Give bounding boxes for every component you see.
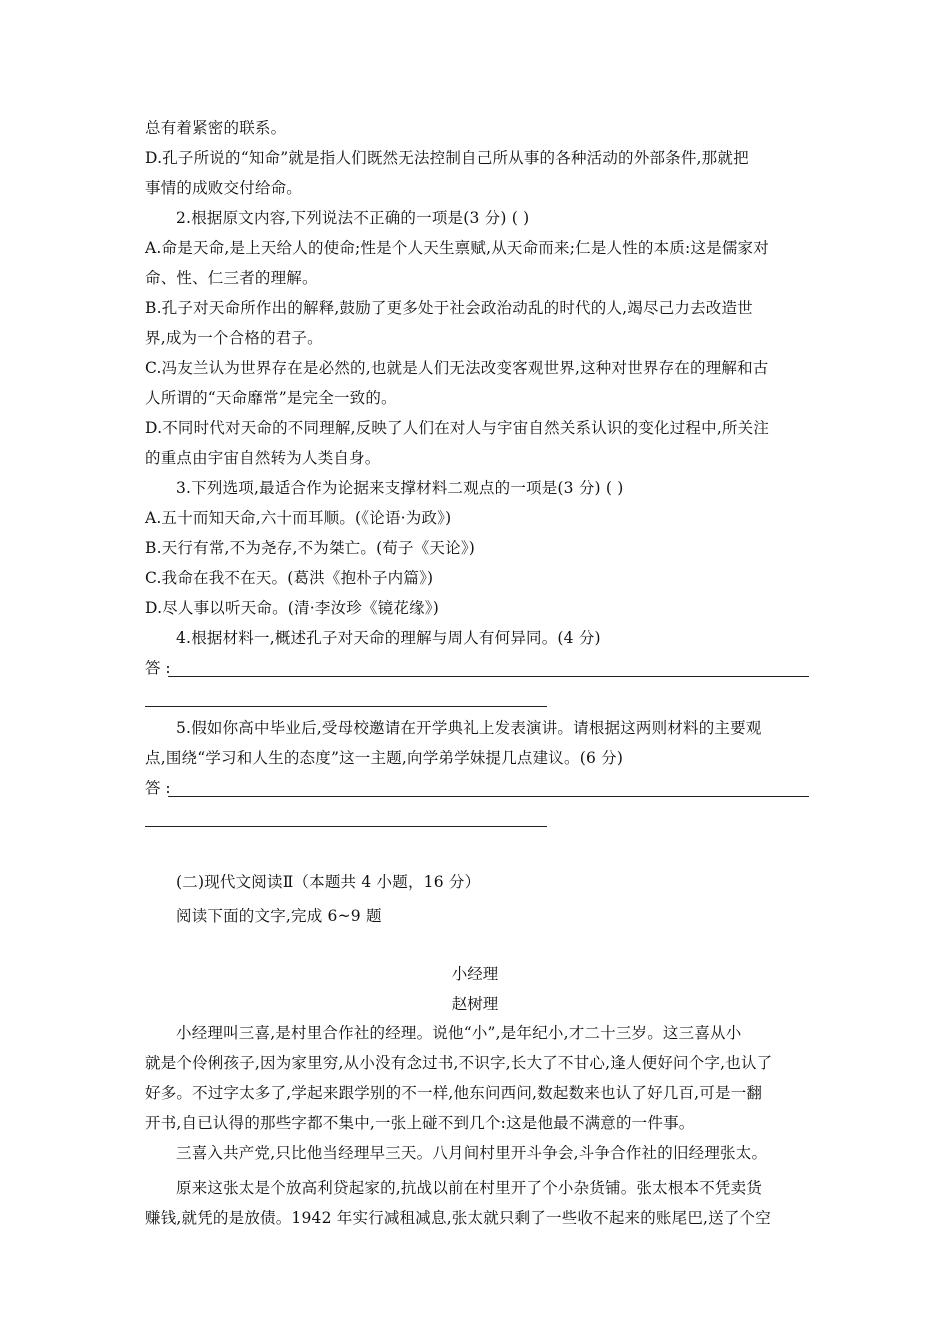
paragraph-line: 好多。不过字太多了,学起来跟学别的不一样,他东问西问,数起数来也认了好几百,可是一翻 xyxy=(145,1084,763,1102)
answer-label: 答 : xyxy=(145,659,171,677)
question-3: 3.下列选项,最适合作为论据来支撑材料二观点的一项是(3 分) ( ) xyxy=(176,479,624,497)
paragraph-line: 原来这张太是个放高利贷起家的,抗战以前在村里开了个小杂货铺。张太根本不凭卖货 xyxy=(176,1179,763,1197)
option-c: C.冯友兰认为世界存在是必然的,也就是人们无法改变客观世界,这种对世界存在的理解和古 xyxy=(145,359,769,377)
text-line: 界,成为一个合格的君子。 xyxy=(145,329,323,347)
paragraph-line: 三喜入共产党,只比他当经理早三天。八月间村里开斗争会,斗争合作社的旧经理张太。 xyxy=(176,1144,768,1162)
section-heading: (二)现代文阅读Ⅱ（本题共 4 小题，16 分） xyxy=(176,873,481,891)
option-b: B.孔子对天命所作出的解释,鼓励了更多处于社会政治动乱的时代的人,竭尽己力去改造世 xyxy=(145,299,753,317)
text-line: 总有着紧密的联系。 xyxy=(145,119,287,137)
paragraph-line: 开书,自已认得的那些字都不集中,一张上碰不到几个:这是他最不满意的一件事。 xyxy=(145,1114,695,1132)
story-author: 赵树理 xyxy=(451,995,499,1013)
option-d: D.尽人事以听天命。(清·李汝珍《镜花缘》) xyxy=(145,599,439,617)
question-2: 2.根据原文内容,下列说法不正确的一项是(3 分) ( ) xyxy=(176,209,530,227)
answer-label: 答 : xyxy=(145,779,171,797)
paragraph-line: 赚钱,就凭的是放债。1942 年实行减租减息,张太就只剩了一些收不起来的账尾巴,送了个空 xyxy=(145,1209,771,1227)
paragraph-line: 小经理叫三喜,是村里合作社的经理。说他“小”,是年纪小,才二十三岁。这三喜从小 xyxy=(176,1024,742,1042)
section-instruction: 阅读下面的文字,完成 6~9 题 xyxy=(176,907,382,925)
story-title: 小经理 xyxy=(451,965,499,983)
option-c: C.我命在我不在天。(葛洪《抱朴子内篇》) xyxy=(145,569,434,587)
option-a: A.五十而知天命,六十而耳顺。(《论语·为政》) xyxy=(145,509,452,527)
answer-line[interactable] xyxy=(168,796,809,797)
option-d: D.不同时代对天命的不同理解,反映了人们在对人与宇宙自然关系认识的变化过程中,所关注 xyxy=(145,419,770,437)
text-line: 点,围绕“学习和人生的态度”这一主题,向学弟学妹提几点建议。(6 分) xyxy=(145,749,624,767)
question-4: 4.根据材料一,概述孔子对天命的理解与周人有何异同。(4 分) xyxy=(176,629,601,647)
text-line: 事情的成败交付给命。 xyxy=(145,179,303,197)
text-line: 的重点由宇宙自然转为人类自身。 xyxy=(145,449,381,467)
option-d-line: D.孔子所说的“知命”就是指人们既然无法控制自己所从事的各种活动的外部条件,那就把 xyxy=(145,149,749,167)
answer-line[interactable] xyxy=(145,826,547,827)
paragraph-line: 就是个伶俐孩子,因为家里穷,从小没有念过书,不识字,长大了不甘心,逢人便好问个字,也认了 xyxy=(145,1054,773,1072)
option-b: B.天行有常,不为尧存,不为桀亡。(荀子《天论》) xyxy=(145,539,476,557)
option-a: A.命是天命,是上天给人的使命;性是个人天生禀赋,从天命而来;仁是人性的本质:这是儒家对 xyxy=(145,239,769,257)
answer-line[interactable] xyxy=(168,676,809,677)
text-line: 命、性、仁三者的理解。 xyxy=(145,269,318,287)
text-line: 人所谓的“天命靡常”是完全一致的。 xyxy=(145,389,397,407)
answer-line[interactable] xyxy=(145,706,547,707)
question-5: 5.假如你高中毕业后,受母校邀请在开学典礼上发表演讲。请根据这两则材料的主要观 xyxy=(176,719,762,737)
